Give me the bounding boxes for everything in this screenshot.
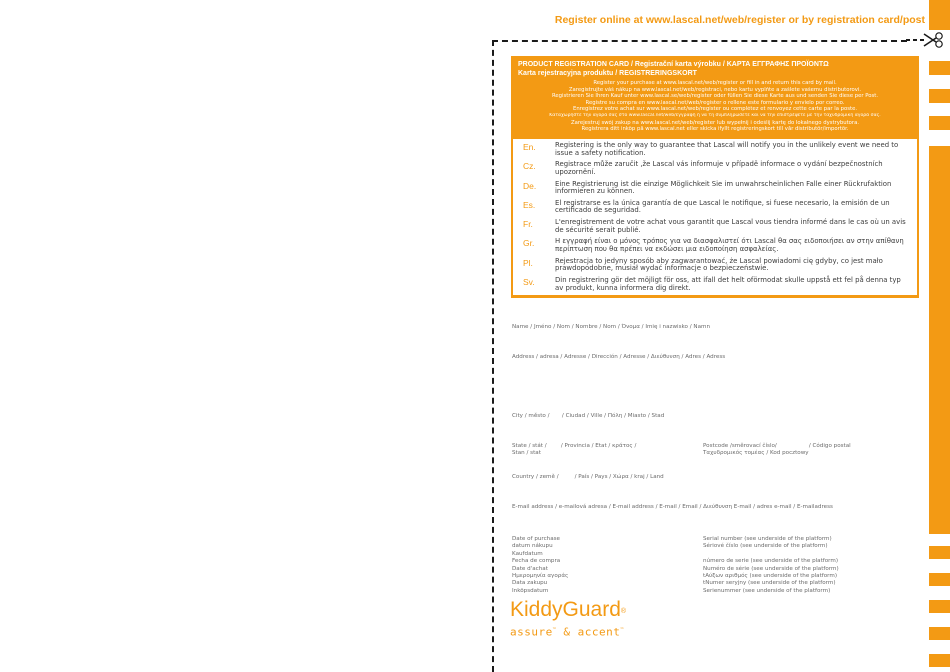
logo-models — [510, 623, 626, 640]
registered-mark: ® — [620, 608, 627, 615]
city-field[interactable]: City / město / / Ciudad / Ville / Πόλη / Miasto / Stad — [512, 413, 665, 419]
instruction-line: Registre su compra en www.lascal.net/web/register o rellene este formulario y envíelo por correo. — [585, 99, 845, 106]
purchase-date-field[interactable] — [512, 536, 568, 595]
kiddyguard-logo — [510, 598, 626, 640]
instruction-line: Registrieren Sie Ihren Kauf unter www.lascal.se/web/register oder füllen Sie diese Karte aus und senden Sie diese per Post. — [551, 93, 879, 100]
purchase-label: Inköpsdatum — [512, 587, 549, 594]
side-tab — [929, 116, 950, 130]
language-code: De. — [523, 180, 537, 191]
trademark-mark: ™ — [552, 627, 557, 633]
side-tab — [929, 89, 950, 103]
purchase-label: Kaufdatum — [512, 550, 543, 557]
purchase-label: Date of purchase — [512, 536, 560, 542]
language-code: Pl. — [523, 257, 533, 268]
language-text: El registrarse es la única garantía de que Lascal le notifique, si fuese necesario, la emisión de un certificado de seguridad. — [555, 198, 890, 215]
language-text: Din registrering gör det möjligt för oss, att ifall det helt oförmodat skulle uppstå ett fel på denna typ av produkt, kunna informera dig direkt. — [555, 276, 901, 292]
language-row-sv — [519, 277, 911, 296]
language-row-cz — [519, 161, 911, 180]
language-code: En. — [523, 142, 536, 152]
language-code: Gr. — [523, 238, 535, 249]
logo-model-accent: & accent — [556, 625, 621, 639]
language-row-fr — [519, 219, 911, 238]
instruction-line: Zarejestruj swój zakup na www.lascal.net/web/register lub wypełnij i odeślij kartę do lokalnego dystrybutora. — [571, 119, 859, 126]
scissors-icon — [904, 31, 946, 49]
language-code: Es. — [523, 199, 536, 210]
side-tab — [929, 573, 950, 586]
purchase-label: Data zakupu — [512, 580, 548, 587]
language-text: Rejestracja to jedyny sposób aby zagwarantować, że Lascal powiadomi cię gdyby, co jest mało prawdopodobne, musiał wydać informacje o bezpieczeństwie. — [555, 256, 883, 273]
serial-label: tNumer seryjny (see underside of the platform) — [703, 580, 836, 587]
address-field[interactable]: Address / adresa / Adresse / Dirección / Adresse / Διεύθυνση / Adres / Adress — [512, 354, 726, 360]
language-code: Sv. — [523, 277, 535, 288]
name-field[interactable]: Name / Jméno / Nom / Nombre / Nom / Όνομα / Imię i nazwisko / Namn — [512, 324, 710, 330]
cut-line-top — [492, 40, 907, 42]
side-tab — [929, 600, 950, 613]
country-field[interactable]: Country / země / / País / Pays / Χώρα / kraj / Land — [512, 474, 664, 480]
serial-label: tAύξων αριθμός (see underside of the platform) — [703, 573, 838, 580]
postcode-field[interactable] — [703, 443, 851, 458]
state-label: State / stát / / Provincia / Etat / κράτος / — [512, 443, 637, 449]
logo-model-assure: assure — [510, 625, 553, 639]
cut-line-left — [492, 40, 494, 672]
serial-label: Serienummer (see underside of the platform) — [703, 587, 831, 594]
side-tab — [929, 0, 950, 30]
card-header — [513, 58, 917, 133]
card-title: PRODUCT REGISTRATION CARD / Registrační karta výrobku / ΚΑΡΤΑ ΕΓΓΡΑΦΗΣ ΠΡΟΪΟΝΤΩ — [518, 61, 829, 68]
purchase-label: Fecha de compra — [512, 558, 561, 565]
instruction-line: Register your purchase at www.lascal.net/web/register or fill in and return this card by mail. — [593, 80, 837, 86]
language-text: Registering is the only way to guarantee that Lascal will notify you in the unlikely event we need to issue a safety notification. — [555, 141, 899, 157]
registration-banner: Register online at www.lascal.net/web/register or by registration card/post — [554, 14, 925, 26]
language-text: Eine Registrierung ist die einzige Möglichkeit Sie im unwahrscheinlichen Falle einer Rückrufaktion informieren zu können. — [555, 179, 892, 196]
language-text: Η εγγραφή είναι ο μόνος τρόπος για να διασφαλιστεί ότι Lascal θα σας ειδοποιήσει αν στην απίθανη περίπτωση που θα πρέπει να εκδώσει μια ειδοποίηση ασφαλείας. — [555, 237, 904, 254]
language-text: Registrace může zaručit ,že Lascal vás informuje v případě informace o vydání bezpečnostních upozornění. — [555, 160, 883, 176]
card-instructions — [518, 80, 912, 133]
language-code: Cz. — [523, 161, 536, 172]
serial-label: Sériové číslo (see underside of the platform) — [703, 543, 828, 550]
registration-card — [511, 56, 919, 298]
instruction-line: Καταχωρήστε την αγορά σας στο www.lascal.net/web/εγγραφή ή να τη συμπληρώσετε και να την επιστρέψετε με την ταχυδρομική αγορά σας. — [549, 112, 881, 118]
logo-brand — [510, 598, 626, 622]
language-row-en — [519, 142, 911, 161]
language-code: Fr. — [523, 219, 533, 230]
state-label-pl: Stan / stat — [512, 450, 541, 457]
instruction-line: Zaregistrujte váš nákup na www.lascal.net/web/registraci, nebo kartu vyplňte a zašlete vašemu distributorovi. — [568, 86, 862, 93]
language-text: L'enregistrement de votre achat vous garantit que Lascal vous tiendra informé dans le cas où un avis de sécurité serait publié. — [555, 218, 906, 234]
serial-label: número de serie (see underside of the platform) — [703, 558, 839, 565]
postcode-label-gr: Ταχυδρομικός τομέας / Kod pocztowy — [703, 450, 809, 457]
side-tab-long — [929, 146, 950, 534]
trademark-mark: ™ — [620, 627, 624, 633]
instruction-line: Enregistrez votre achat sur www.lascal.net/web/register ou complétez et renvoyez cette carte par la poste. — [572, 106, 858, 113]
language-row-pl — [519, 258, 911, 277]
language-row-de — [519, 181, 911, 200]
side-tab — [929, 627, 950, 640]
postcode-label: Postcode /směrovací číslo/ / Código postal — [703, 443, 851, 449]
card-subtitle: Karta rejestracyjna produktu / REGISTRERINGSKORT — [518, 70, 697, 77]
serial-number-field[interactable] — [703, 536, 839, 595]
purchase-label: datum nákupu — [512, 543, 553, 550]
email-field[interactable]: E-mail address / e-mailová adresa / E-mail address / E-mail / Email / Διεύθυνση E-mail / adres e-mail / E-mailadress — [512, 504, 833, 510]
language-notices — [513, 139, 917, 295]
purchase-label: Date d'achat — [512, 565, 548, 572]
state-field[interactable] — [512, 443, 636, 458]
language-row-es — [519, 200, 911, 219]
serial-label: Serial number (see underside of the platform) — [703, 536, 832, 542]
purchase-label: Ημερομηνία αγοράς — [512, 573, 569, 580]
serial-label: Numéro de série (see underside of the platform) — [703, 565, 839, 572]
logo-brand-text: KiddyGuard — [510, 598, 621, 621]
side-tab — [929, 546, 950, 559]
side-tab — [929, 654, 950, 667]
instruction-line: Registrera ditt inköp på www.lascal.net eller skicka ifyllt registreringskort till vår distributör/importör. — [581, 126, 849, 133]
language-row-gr — [519, 238, 911, 257]
side-tab — [929, 61, 950, 75]
